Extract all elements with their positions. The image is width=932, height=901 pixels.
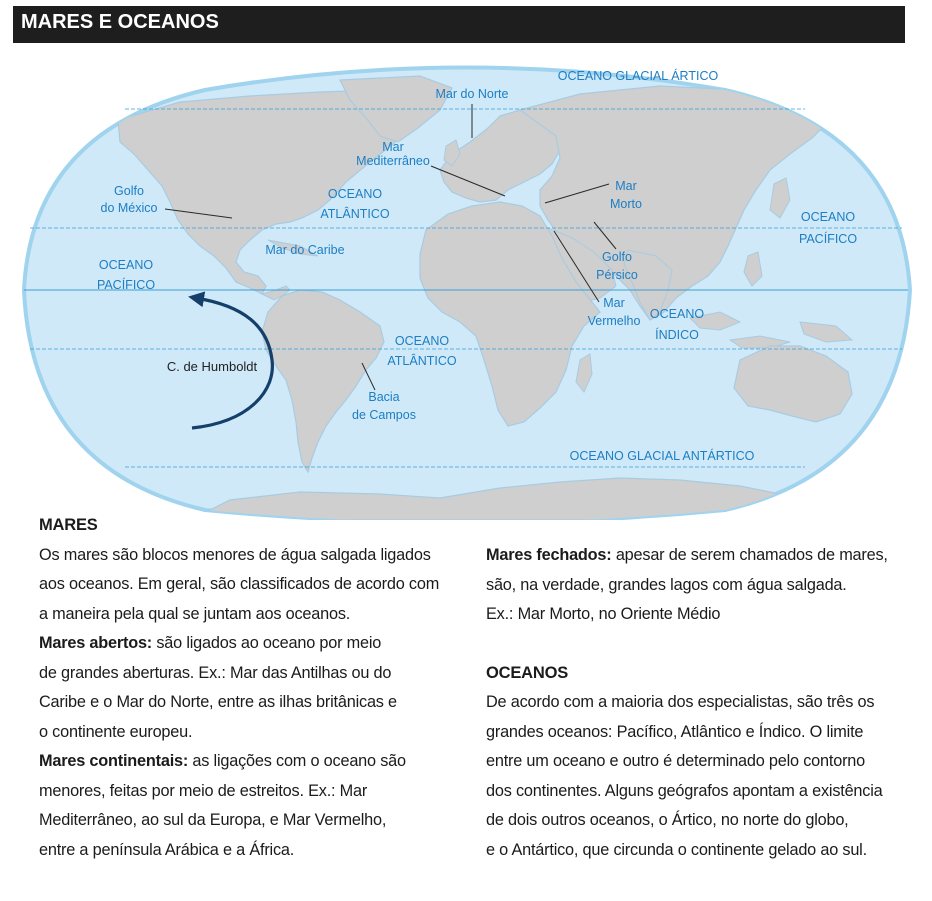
label-mar-morto-1: Mar — [615, 179, 637, 193]
fechados-line: Ex.: Mar Morto, no Oriente Médio — [486, 605, 721, 623]
continentais-line: menores, feitas por meio de estreitos. Ex.: Mar — [39, 781, 368, 800]
oceanos-line: De acordo com a maioria dos especialistas, são três os — [486, 693, 875, 711]
mares-line: aos oceanos. Em geral, são classificados de acordo com — [39, 575, 440, 593]
world-map — [0, 50, 932, 520]
spacer — [486, 630, 916, 659]
label-mar-vermelho-2: Vermelho — [587, 314, 641, 328]
label-mar-mediterraneo-1: Mar — [382, 140, 404, 154]
label-mar-mediterraneo-2: Mediterrâneo — [356, 154, 430, 168]
label-oceano-pacifico-w-2: PACÍFICO — [96, 278, 156, 292]
label-oceano-atlantico-s-1: OCEANO — [394, 334, 450, 348]
oceanos-line: e o Antártico, que circunda o continente gelado ao sul. — [486, 840, 867, 859]
label-mar-do-caribe: Mar do Caribe — [265, 243, 345, 257]
continentais-line: Mediterrâneo, ao sul da Europa, e Mar Vermelho, — [39, 811, 387, 829]
text-column-left — [39, 511, 459, 865]
fechados-line: apesar de serem chamados de mares, — [611, 546, 888, 564]
label-golfo-mexico-2: do México — [100, 201, 158, 215]
abertos-line: o continente europeu. — [39, 722, 193, 741]
label-bacia-campos-2: de Campos — [352, 408, 416, 422]
label-oceano-atlantico-s-2: ATLÂNTICO — [387, 354, 457, 368]
oceanos-line: entre um oceano e outro é determinado pelo contorno — [486, 752, 865, 770]
label-oceano-indico-1: OCEANO — [649, 307, 705, 321]
continentais-line: entre a península Arábica e a África. — [39, 840, 295, 859]
mares-line: a maneira pela qual se juntam aos oceanos. — [39, 604, 351, 623]
fechados-line: são, na verdade, grandes lagos com água salgada. — [486, 575, 847, 594]
label-golfo-persico-1: Golfo — [602, 250, 632, 264]
label-mar-do-norte: Mar do Norte — [435, 87, 509, 101]
section-title: MARES E OCEANOS — [21, 11, 219, 33]
label-oceano-indico-2: ÍNDICO — [655, 328, 699, 342]
text-column-right — [486, 541, 916, 865]
label-oceano-pacifico-e-2: PACÍFICO — [798, 232, 858, 246]
label-oceano-pacifico-w-1: OCEANO — [98, 258, 154, 272]
oceanos-line: de dois outros oceanos, o Ártico, no norte do globo, — [486, 811, 849, 829]
paragraph-continentais-first — [39, 747, 459, 777]
label-humboldt: C. de Humboldt — [166, 359, 258, 374]
label-glacial-artico: OCEANO GLACIAL ÁRTICO — [557, 69, 719, 83]
oceanos-line: grandes oceanos: Pacífico, Atlântico e Índico. O limite — [486, 722, 864, 741]
label-bacia-campos-1: Bacia — [368, 390, 400, 404]
label-mar-vermelho-1: Mar — [603, 296, 625, 310]
abertos-line: Caribe e o Mar do Norte, entre as ilhas britânicas e — [39, 693, 397, 711]
abertos-line: são ligados ao oceano por meio — [152, 634, 382, 652]
abertos-line: de grandes aberturas. Ex.: Mar das Antilhas ou do — [39, 663, 392, 682]
term-mares-continentais: Mares continentais: — [39, 752, 189, 770]
paragraph-abertos-first — [39, 629, 459, 659]
heading-mares: MARES — [39, 516, 98, 534]
mares-line: Os mares são blocos menores de água salgada ligados — [39, 545, 431, 564]
term-mares-abertos: Mares abertos: — [39, 634, 153, 652]
section-header — [13, 6, 905, 43]
term-mares-fechados: Mares fechados: — [486, 546, 612, 564]
world-map-svg — [0, 50, 932, 520]
label-oceano-atlantico-n-1: OCEANO — [327, 187, 383, 201]
oceanos-line: dos continentes. Alguns geógrafos apontam a existência — [486, 781, 883, 800]
heading-oceanos: OCEANOS — [486, 663, 569, 682]
label-glacial-antartico: OCEANO GLACIAL ANTÁRTICO — [569, 449, 755, 463]
label-golfo-persico-2: Pérsico — [596, 268, 638, 282]
continentais-line: as ligações com o oceano são — [188, 752, 406, 770]
island-new-zealand — [876, 422, 892, 454]
label-mar-morto-2: Morto — [610, 197, 642, 211]
paragraph-fechados-first — [486, 541, 916, 571]
label-oceano-pacifico-e-1: OCEANO — [800, 210, 856, 224]
label-golfo-mexico-1: Golfo — [114, 184, 144, 198]
label-oceano-atlantico-n-2: ATLÂNTICO — [320, 207, 390, 221]
